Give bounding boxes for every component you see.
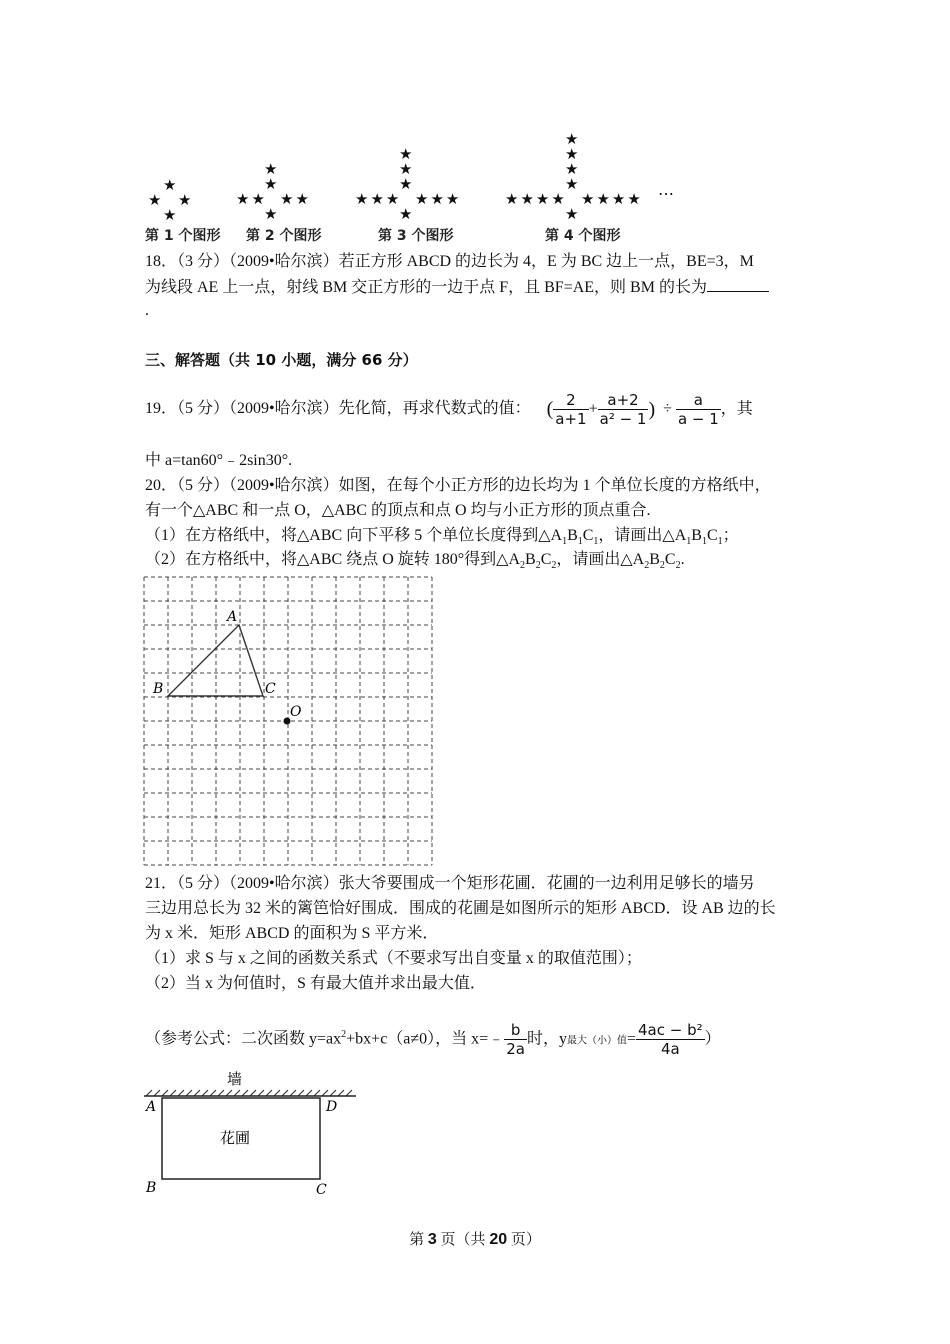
q21-line3: 为 x 米．矩形 ABCD 的面积为 S 平方米．	[145, 925, 439, 942]
garden-label: 花圃	[220, 1129, 251, 1147]
q21-part1: （1）求 S 与 x 之间的函数关系式（不要求写出自变量 x 的取值范围）；	[145, 950, 642, 967]
q19-fraction-3: $\frac{a}{a - 1}$	[677, 390, 719, 428]
label-a: A	[146, 1099, 157, 1115]
star-icon: ★★	[280, 190, 311, 208]
q19-line1: 19．（5 分）（2009•哈尔滨）先化简，再求代数式的值： ( $\frac{2}{a+1}$ + $\frac{a+2}{\text{a² − 1}}$ ) ÷ $\frac{a}{a - 1}$ ，其	[145, 390, 753, 428]
star-icon: ★	[565, 175, 581, 193]
q21-reference-formula: （参考公式：二次函数 $y=ax^2+bx+c(a\ne 0)$，当 x=﹣ $\frac{b}{2a}$ 时，y最大（小）值= $\frac{\text{4ac − b²}}{4a}$ ）	[145, 1021, 721, 1059]
q19-suffix: ，其	[720, 400, 753, 418]
q20-line1: 20．（5 分）（2009•哈尔滨）如图，在每个小正方形的边长均为 1 个单位长度的方格纸中，	[145, 477, 771, 494]
label-c: C	[316, 1182, 327, 1198]
q19-line2: 中 a=tan60°﹣2sin30°.	[145, 452, 293, 469]
star-icon: ★	[163, 206, 179, 224]
q18-line1: 18．（3 分）（2009•哈尔滨）若正方形 ABCD 的边长为 4，E 为 BC 边上一点，BE=3，M	[145, 253, 754, 270]
q20-part1: （1）在方格纸中，将△ABC 向下平移 5 个单位长度得到$\triangle A_1B_1C_1$，请画出$\triangle A_1B_1C_1$；	[145, 527, 739, 548]
star-icon: ★	[264, 205, 280, 223]
star-icon: ★	[399, 145, 415, 163]
star-icon: ★★★	[415, 190, 462, 208]
page-total: 20	[489, 1231, 508, 1248]
label-d: D	[326, 1099, 338, 1115]
q18-line2: 为线段 AE 上一点，射线 BM 交正方形的一边于点 F，且 BF=AE，则 BM 的长为	[145, 277, 769, 298]
figure-caption-2: 第 2 个图形	[246, 228, 322, 244]
grid-figure	[143, 576, 433, 866]
label-b: B	[146, 1180, 157, 1196]
label-b: B	[153, 681, 164, 697]
star-icon: ★	[163, 176, 179, 194]
q18-line3: .	[145, 302, 149, 319]
q20-line2: 有一个△ABC 和一点 O，△ABC 的顶点和点 O 均与小正方形的顶点重合.	[145, 502, 651, 519]
star-icon: ★	[178, 191, 194, 209]
garden-diagram	[140, 1068, 370, 1203]
star-icon: ★★★★	[505, 190, 567, 208]
star-icon: ★★★★	[581, 190, 643, 208]
figure-caption-3: 第 3 个图形	[378, 228, 454, 244]
q19-fraction-1: $\frac{2}{a+1}$	[555, 390, 587, 428]
paren-right: )	[648, 398, 656, 421]
q21-line1: 21．（5 分）（2009•哈尔滨）张大爷要围成一个矩形花圃．花圃的一边利用足够长的墙另	[145, 875, 755, 892]
star-icon: ★	[264, 160, 280, 178]
page-number: 3	[427, 1231, 437, 1248]
q20-part2: （2）在方格纸中，将△ABC 绕点 O 旋转 180°得到$\triangle A_2B_2C_2$，请画出$\triangle A_2B_2C_2$.	[145, 551, 685, 572]
figure-caption-1: 第 1 个图形	[145, 228, 221, 244]
star-icon: ★	[565, 205, 581, 223]
star-icon: ★★★	[355, 190, 402, 208]
star-icon: ★	[565, 145, 581, 163]
divide-sign: ÷	[663, 400, 672, 418]
q21-line2: 三边用总长为 32 米的篱笆恰好围成．围成的花圃是如图所示的矩形 ABCD．设 AB 边的长	[145, 900, 776, 917]
q21-part2: （2）当 x 为何值时，S 有最大值并求出最大值．	[145, 975, 486, 992]
star-icon: ★	[264, 175, 280, 193]
q19-fraction-2: $\frac{a+2}{\text{a² − 1}}$	[599, 390, 647, 428]
star-icon: ★	[565, 160, 581, 178]
answer-blank	[707, 277, 769, 292]
page-footer: 第 3 页（共 20 页）	[409, 1231, 541, 1248]
figure-caption-4: 第 4 个图形	[545, 228, 621, 244]
star-icon: ★	[399, 205, 415, 223]
label-o: O	[290, 704, 302, 720]
ref-fraction-2: $\frac{\text{4ac − b²}}{4a}$	[638, 1021, 703, 1059]
star-icon: ★	[399, 175, 415, 193]
star-icon: ★	[148, 191, 164, 209]
section-title: 三、解答题（共 10 小题，满分 66 分）	[145, 351, 418, 369]
wall-hatching	[146, 1090, 352, 1096]
star-icon: ★	[399, 160, 415, 178]
label-c: C	[265, 681, 276, 697]
star-icon: ★★	[236, 190, 267, 208]
wall-label: 墙	[227, 1070, 243, 1088]
paren-left: (	[546, 398, 554, 421]
ellipsis-icon: …	[658, 180, 674, 199]
label-a: A	[227, 609, 238, 625]
star-icon: ★	[565, 130, 581, 148]
ref-fraction-1: $\frac{b}{2a}$	[506, 1021, 525, 1059]
q19-prefix: 19．（5 分）（2009•哈尔滨）先化简，再求代数式的值：	[145, 400, 531, 417]
